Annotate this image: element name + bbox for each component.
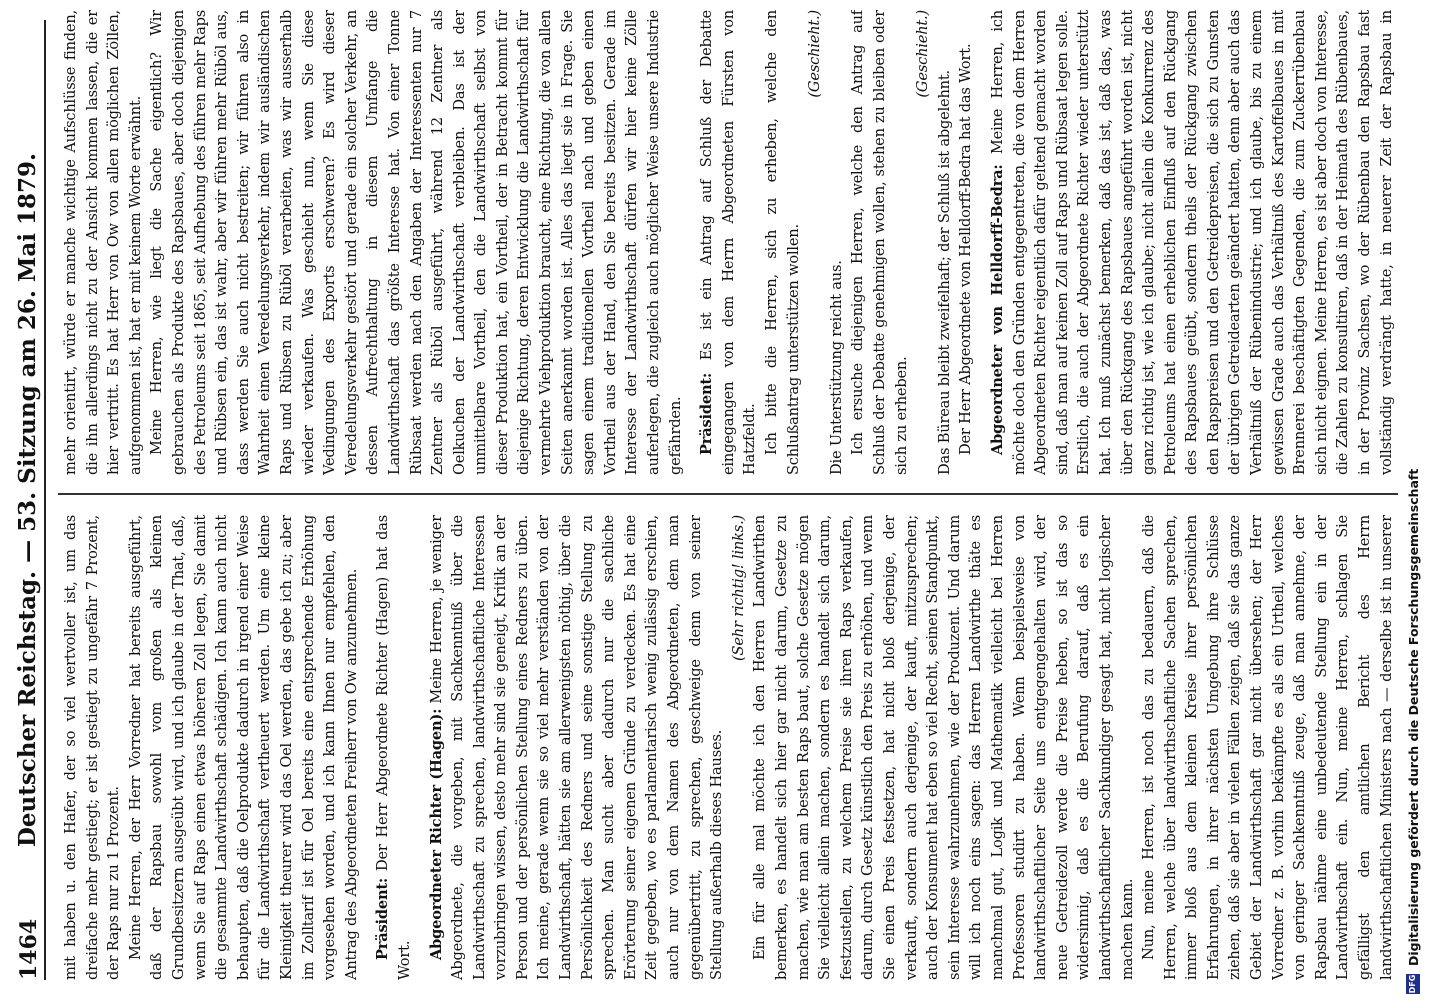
paragraph: Nun, meine Herren, ist noch das zu bedauern, daß die Herren, welche über landwirthschaftliche Sachen sprechen, immer bloß aus dem kleinen Kreise ihrer persönlichen Erfahrungen, in ihrer nächsten Umgebung ihre Schlüsse ziehen, daß sie aber in vielen Fällen zeigen, daß sie das ganze Gebiet der Landwirthschaft gar nicht übersehen; der Herr Vorredner z. B. vorhin bekämpfte es als ein Urtheil, welches von geringer Sachkenntniß zeuge, daß man annehme, der Rapsbau nähme eine unbedeutende Stellung ein in der Landwirthschaft ein. Nun, meine Herren, schlagen Sie gefälligst den amtlichen Bericht des Herrn landwirthschaftlichen Ministers nach — derselbe ist in unserer: [1140, 515, 1395, 980]
digitization-footer: [1404, 0, 1426, 1000]
speaker-name: Abgeordneter von Helldorff-Bedra:: [988, 164, 1006, 455]
speech-text: Meine Herren, ich möchte doch den Gründen entgegentreten, die von dem Herren Abgeordneten Richter eigentlich dafür geltend gemacht worden sind, daß man auf keinen Zoll auf Raps und Rübsaat legen solle. Erstlich, die auch der Abgeordnete Richter wieder unterstützt hat. Ich muß zunächst bemerken, daß das ist, daß das, was über den Rückgang des Rapsbaues angeführt worden ist, nicht ganz richtig ist, wie ich glaube; nicht allein die Konkurrenz des Petroleums hat einen erheblichen Einfluß auf den Rückgang des Rapsbaues geübt, sondern theils der Rückgang zwischen den Rapspreisen und den Getreidepreisen, die sich zu Gunsten der übrigen Getreidearten geändert hatten, denn aber auch das Verhältniß der Rübenindustrie; und ich glaube, bis zu einem gewissen Grade auch das Verhältniß des Kartoffelbaues in mit Brennerei beschäftigten Gegenden, die zum Zuckerrübenbau sich nicht eignen. Meine Herren, es ist aber doch von Interesse, die Zahlen zu konsultiren, daß in der Heimath des Rübenbaues, in der Provinz Sachsen, wo der Rübenbau den Rapsbau fast vollständig verdrängt hatte, in neuerer Zeit der Rapsbau in: [988, 10, 1395, 475]
paragraph: Meine Herren, wie liegt die Sache eigentlich? Wir gebrauchen als Produkte des Rapsbaues, aber doch diejenigen des Petroleums seit 1865, seit Aufhebung des führen mehr Raps und Rübsen ein, das ist wahr, aber wir führen mehr Rüböl aus, dass werden Sie auch nicht bestreiten; wir führen also in Wahrheit einen Veredelungsverkehr, indem wir ausländischen Raps und Rübsen zu Rüböl verarbeiten, was wir ausserhalb wieder verkaufen. Was geschieht nun, wenn Sie diese Vedingungen des Exports erschweren? Es wird dieser Veredelungsverkehr gestört und gerade ein solcher Verkehr, an dessen Aufrechthaltung in diesem Umfange die Landwirthschaft das größte Interesse hat. Von einer Tonne Rübsaat werden nach den Angaben der Interessenten nur 7 Zentner als Rüböl ausgeführt, während 12 Zentner als Oelkuchen der Landwirthschaft verbleiben. Das ist der unmittelbare Vortheil, den die Landwirthschaft selbst von dieser Produktion hat, ein Vortheil, der in Betracht kommt für diejenige Richtung, deren Entwicklung die Landwirthschaft für vermehrte Viehproduktion braucht, eine Richtung, die von allen Seiten anerkannt worden ist. Alles das liegt sie in Frage. Sie sagen einem traditionellen Vortheil nach und geben einen Vortheil aus der Hand, den Sie bereits besitzen. Gerade im Interesse der Landwirthschaft dürfen wir hier keine Zölle auferlegen, die zugleich auch möglicher Weise unsere Industrie gefährden.: [148, 10, 684, 475]
paragraph: Ich ersuche diejenigen Herren, welche den Antrag auf Schluß der Debatte genehmigen wollen, stehen zu bleiben oder sich zu erheben.: [849, 10, 910, 475]
paragraph: Das Büreau bleibt zweifelhaft; der Schluß ist abgelehnt.: [935, 70, 953, 475]
paragraph-gap: [416, 515, 426, 980]
interjection: (Geschieht.): [914, 10, 932, 98]
paragraph-gap: [686, 10, 696, 475]
paragraph: Die Unterstützung reicht aus.: [827, 260, 845, 475]
page-header: [8, 20, 46, 980]
speaker-name: Abgeordneter Richter (Hagen):: [427, 708, 445, 960]
paragraph: [987, 10, 1400, 475]
interjection: (Sehr richtig! links.): [729, 515, 747, 661]
paragraph-gap: [977, 10, 987, 475]
paragraph: Ein für alle mal möchte ich den Herren Landwirthen bemerken, es handelt sich hier gar nicht darum, Gesetze zu machen, wie man am besten Raps baut, solche Gesetze mögen Sie vielleicht allein machen, sondern es handelt sich darum, festzustellen, zu welchem Preise sie ihren Raps verkaufen, darum, durch Gesetz künstlich den Preis zu erhöhen, und wenn Sie einen Preis festsetzen, hat nicht bloß derjenige, der verkauft, sondern auch derjenige, der kauft, mitzusprechen; auch der Konsument hat eben so viel Recht, seinen Standpunkt, sein Interesse wahrzunehmen, wie der Produzent. Und darum will ich noch eins sagen: das Herren Landwirthe thäte es manchmal gut, Logik und Mathematik vielleicht bei Herren Professoren studirt zu haben. Wenn beispielsweise von landwirthschaftlicher Seite uns entgegengehalten wird, der neue Getreidezoll werde die Preise heben, so ist das so widersinnig, daß es die Berufung darauf, daß es ein landwirthschaftlicher Sachkundiger gesagt hat, nicht logischer machen kann.: [751, 515, 1136, 980]
page-number: 1464: [16, 918, 42, 980]
paragraph: [372, 515, 415, 980]
left-text-column: [60, 515, 1400, 980]
running-title: Deutscher Reichstag. — 53. Sitzung am 26. Mai 1879.: [14, 152, 41, 848]
speech-text: Es ist ein Antrag auf Schluß der Debatte eingegangen von dem Herrn Abgeordneten Fürsten von Hatzfeldt.: [698, 10, 759, 475]
right-text-column: [60, 10, 1400, 475]
paragraph: Meine Herren, der Herr Vorredner hat bereits ausgeführt, daß der Rapsbau sowohl vom großen als kleinen Grundbesitzern ausgeübt wird, und ich glaube in der That, daß, wenn Sie auf Raps einen etwas höheren Zoll legen, Sie damit die gesammte Landwirthschaft schädigen. Ich kann auch nicht behaupten, daß die Oelprodukte dadurch in irgend einer Weise für die Landwirthschaft vertheuert werden. Um eine kleine Kleinigkeit theurer wird das Oel werden, das gebe ich zu; aber im Zolltarif ist für Oel bereits eine entsprechende Erhöhung vorgesehen worden, und ich kann Ihnen nur empfehlen, den Antrag des Abgeordneten Freiherr von Ow anzunehmen.: [126, 515, 360, 980]
paragraph: Der Herr Abgeordnete von Helldorff-Bedra hat das Wort.: [957, 43, 975, 455]
paragraph-gap: [362, 515, 372, 980]
footer-credit-text: Digitalisierung gefördert durch die Deutsche Forschungsgemeinschaft: [1406, 468, 1421, 966]
paragraph: mehr orientirt, würde er manche wichtige Aufschlüsse finden, die ihn allerdings nicht zu der Ansicht kommen lassen, die er hier vertritt. Es hat Herr von Ow von allen möglichen Zöllen, aufgenommen ist, hat er mit keinem Worte erwähnt.: [62, 10, 144, 475]
speech-text: Der Herr Abgeordnete Richter (Hagen) hat das Wort.: [374, 515, 413, 980]
speaker-name: Präsident:: [374, 877, 392, 960]
column-divider: [58, 493, 1398, 495]
interjection: (Geschieht.): [806, 10, 824, 98]
paragraph: Ich bitte die Herren, sich zu erheben, welche den Schlußantrag unterstützen wollen.: [763, 10, 802, 475]
dfg-logo: DFG: [1406, 974, 1420, 994]
paragraph: mit haben u. den Hafer, der so viel wertvoller ist, um das dreifache mehr gestiegt; er ist gestiegt zu ungefähr 7 Prozent, der Raps nur zu 1 Prozent.: [62, 515, 123, 980]
paragraph: [696, 10, 761, 475]
paragraph: [426, 515, 728, 980]
speech-text: Meine Herren, je weniger Abgeordnete, die vorgeben, mit Sachkenntniß über die Landwirthschaft zu sprechen, landwirthschaftliche Interessen vorzubringen wissen, desto mehr sind sie geneigt, Kritik an der Person und der persönlichen Stellung eines Redners zu üben. Ich meine, gerade wenn sie so viel mehr verständen von der Landwirthschaft, hätten sie am allerwenigsten nöthig, über die Persönlichkeit des Redners und seine sonstige Stellung zu sprechen. Man sucht aber dadurch nur die sachliche Erörterung seiner eigenen Gründe zu verdecken. Es hat eine Zeit gegeben, wo es parlamentarisch wenig zulässig erschien, auch nur von dem Namen des Abgeordneten, dem man gegenübertritt, zu sprechen, geschweige denn von seiner Stellung außerhalb dieses Hauses.: [427, 515, 726, 980]
speaker-name: Präsident:: [698, 372, 716, 455]
